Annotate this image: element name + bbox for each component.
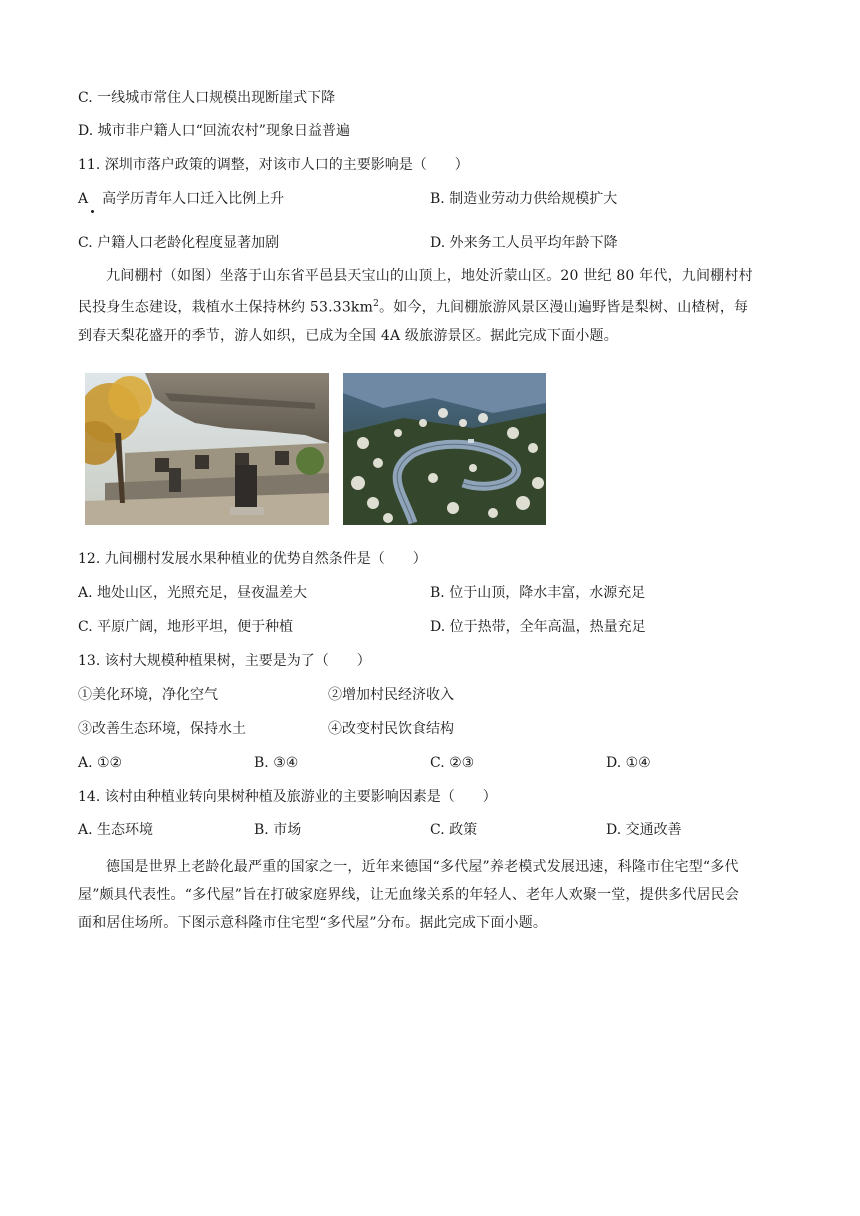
q14-option-b: B. 市场 (254, 822, 302, 838)
passage1-line3: 到春天梨花盛开的季节，游人如织，已成为全国 4A 级旅游景区。据此完成下面小题。 (78, 327, 618, 344)
passage1-line2a: 民投身生态建设，栽植水土保持林约 53.33km (78, 299, 374, 316)
passage1-line2b: 。如今，九间棚旅游风景区漫山遍野皆是梨树、山楂树，每 (379, 299, 749, 316)
emphasis-dot (91, 210, 94, 213)
q12-option-a: A. 地处山区，光照充足，昼夜温差大 (78, 585, 308, 601)
q11-option-b: B. 制造业劳动力供给规模扩大 (430, 191, 618, 207)
q14-stem: 14. 该村由种植业转向果树种植及旅游业的主要影响因素是（ ） (78, 789, 497, 805)
passage-germany (78, 853, 778, 937)
q12-stem: 12. 九间棚村发展水果种植业的优势自然条件是（ ） (78, 551, 427, 567)
q14-option-a: A. 生态环境 (78, 822, 154, 838)
q12-option-c: C. 平原广阔，地形平坦，便于种植 (78, 619, 294, 635)
q12-option-d: D. 位于热带，全年高温，热量充足 (430, 619, 646, 635)
q10-option-c: C. 一线城市常住人口规模出现断崖式下降 (78, 90, 336, 106)
passage2-line3: 面和居住场所。下图示意科隆市住宅型“多代屋”分布。据此完成下面小题。 (78, 915, 548, 931)
q13-item-2: ②增加村民经济收入 (328, 687, 454, 703)
q11-option-d: D. 外来务工人员平均年龄下降 (430, 235, 618, 251)
passage2-line2: 屋”颇具代表性。“多代屋”旨在打破家庭界线，让无血缘关系的年轻人、老年人欢聚一堂，提供多代居民会 (78, 887, 740, 903)
q14-option-c: C. 政策 (430, 822, 478, 838)
q14-option-d: D. 交通改善 (606, 822, 682, 838)
q13-option-b: B. ③④ (254, 755, 299, 771)
photo-blossom-road (343, 373, 546, 525)
passage-jiujianpeng (78, 262, 778, 350)
q11-option-c: C. 户籍人口老龄化程度显著加剧 (78, 235, 280, 251)
passage1-superscript: 2 (373, 299, 380, 309)
q13-option-a: A. ①② (78, 755, 123, 771)
q13-option-d: D. ①④ (606, 755, 651, 771)
q13-item-4: ④改变村民饮食结构 (328, 721, 454, 737)
photo-stone-houses (85, 373, 329, 525)
passage2-line1: 德国是世界上老龄化最严重的国家之一，近年来德国“多代屋”养老模式发展迅速，科隆市住宅型“多代 (106, 859, 739, 875)
q10-option-d: D. 城市非户籍人口“回流农村”现象日益普遍 (78, 123, 350, 139)
q13-stem: 13. 该村大规模种植果树，主要是为了（ ） (78, 653, 371, 669)
q13-option-c: C. ②③ (430, 755, 475, 771)
q13-item-3: ③改善生态环境，保持水土 (78, 721, 246, 737)
q11-option-a: A 高学历青年人口迁入比例上升 (78, 191, 285, 207)
passage1-line1: 九间棚村（如图）坐落于山东省平邑县天宝山的山顶上，地处沂蒙山区。20 世纪 80 年代，九间棚村村 (106, 268, 753, 284)
q11-stem: 11. 深圳市落户政策的调整，对该市人口的主要影响是（ ） (78, 157, 469, 173)
q12-option-b: B. 位于山顶，降水丰富，水源充足 (430, 585, 646, 601)
q13-item-1: ①美化环境，净化空气 (78, 687, 218, 703)
